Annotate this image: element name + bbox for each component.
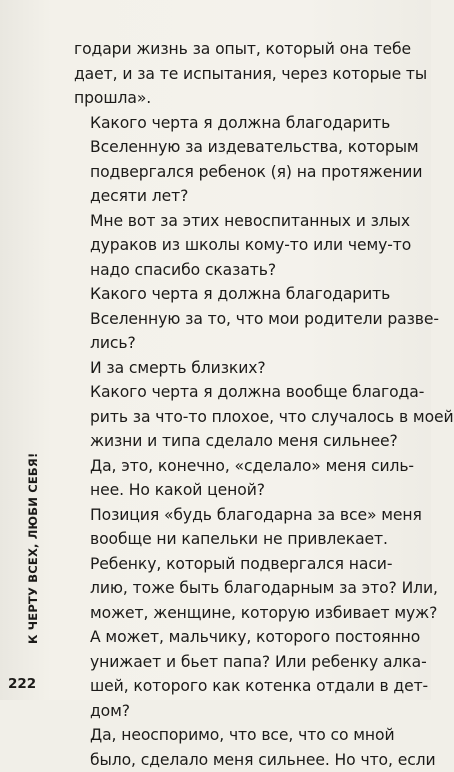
text-line: Какого черта я должна благодарить (74, 111, 396, 136)
text-line: Да, неоспоримо, что все, что со мной (74, 723, 396, 748)
text-line: дом? (74, 699, 396, 724)
text-line: дает, и за те испытания, через которые ты (74, 62, 396, 87)
running-head: К ЧЕРТУ ВСЕХ, ЛЮБИ СЕБЯ! (26, 453, 40, 644)
text-line: И за смерть близких? (74, 356, 396, 381)
text-line: лись? (74, 331, 396, 356)
text-line: жизни и типа сделало меня сильнее? (74, 429, 396, 454)
text-line: дураков из школы кому-то или чему-то (74, 233, 396, 258)
text-line: надо спасибо сказать? (74, 258, 396, 283)
text-line: было, сделало меня сильнее. Но что, если (74, 748, 396, 772)
text-line: Какого черта я должна вообще благода- (74, 380, 396, 405)
text-line: лию, тоже быть благодарным за это? Или, (74, 576, 396, 601)
paragraph (74, 723, 396, 772)
text-line: Какого черта я должна благодарить (74, 282, 396, 307)
text-line: Да, это, конечно, «сделало» меня силь- (74, 454, 396, 479)
text-line: А может, мальчику, которого постоянно (74, 625, 396, 650)
text-line: нее. Но какой ценой? (74, 478, 396, 503)
text-line: шей, которого как котенка отдали в дет- (74, 674, 396, 699)
paragraph (74, 356, 396, 381)
paragraph (74, 454, 396, 503)
text-line: Вселенную за то, что мои родители разве- (74, 307, 396, 332)
text-line: может, женщине, которую избивает муж? (74, 601, 396, 626)
paragraph (74, 111, 396, 209)
text-line: прошла». (74, 86, 396, 111)
text-line: Мне вот за этих невоспитанных и злых (74, 209, 396, 234)
paragraph (74, 380, 396, 454)
body-text (74, 37, 396, 772)
paragraph (74, 282, 396, 356)
paragraph (74, 503, 396, 552)
text-line: Позиция «будь благодарна за все» меня (74, 503, 396, 528)
text-line: унижает и бьет папа? Или ребенку алка- (74, 650, 396, 675)
text-line: Ребенку, который подвергался наси- (74, 552, 396, 577)
text-line: рить за что-то плохое, что случалось в моей (74, 405, 396, 430)
paragraph (74, 209, 396, 283)
text-line: вообще ни капельки не привлекает. (74, 527, 396, 552)
text-line: Вселенную за издевательства, которым (74, 135, 396, 160)
paragraph (74, 37, 396, 111)
page-number: 222 (8, 676, 36, 692)
text-line: десяти лет? (74, 184, 396, 209)
paragraph (74, 552, 396, 724)
text-line: подвергался ребенок (я) на протяжении (74, 160, 396, 185)
text-line: годари жизнь за опыт, который она тебе (74, 37, 396, 62)
